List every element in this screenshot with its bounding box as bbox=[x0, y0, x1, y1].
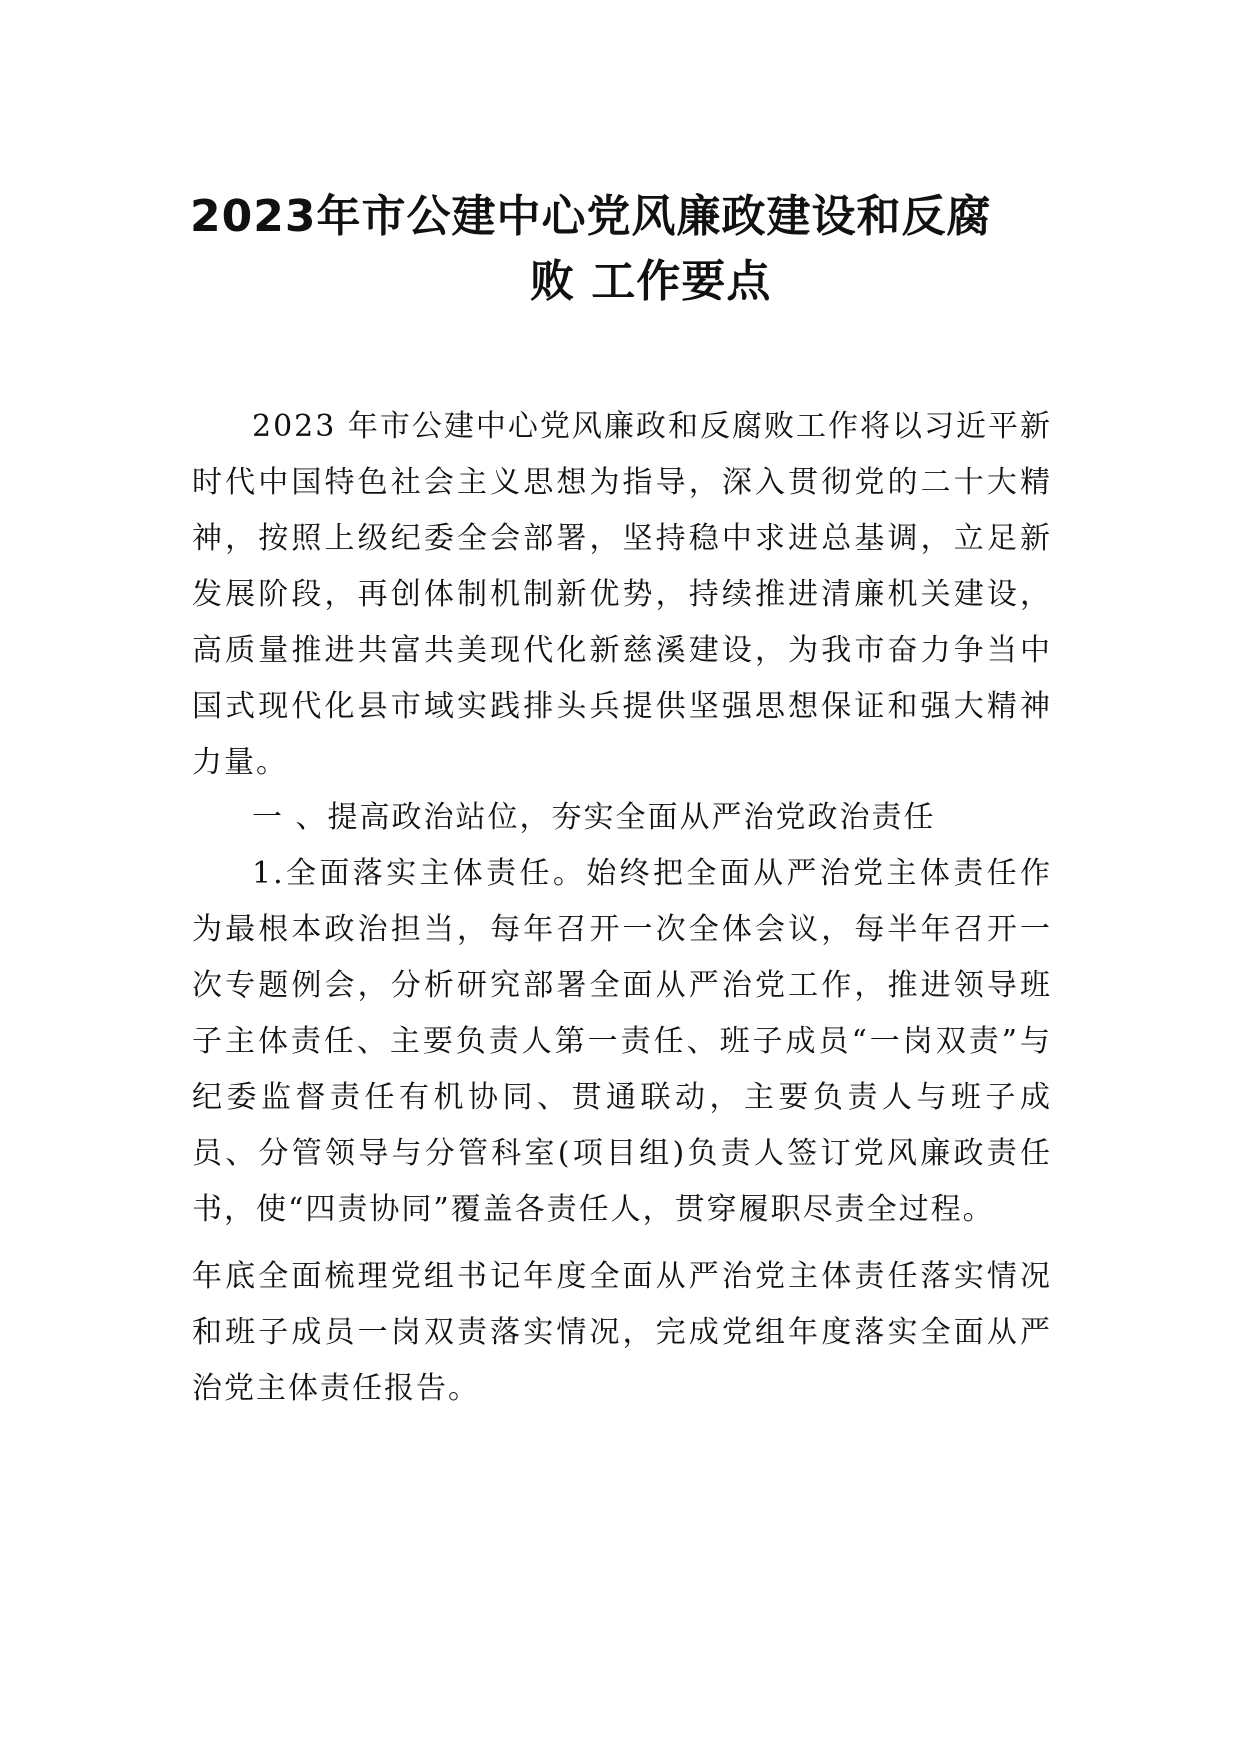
document-title-line-2: 败 工作要点 bbox=[530, 256, 772, 307]
item-1-paragraph: 1.全面落实主体责任。始终把全面从严治党主体责任作为最根本政治担当，每年召开一次全体会议，每半年召开一次专题例会，分析研究部署全面从严治党工作，推进领导班子主体责任、主要负责人第一责任、班子成员“一岗双责”与纪委监督责任有机协同、贯通联动，主要负责人与班子成员、分管领导与分管科室(项目组)负责人签订党风廉政责任书，使“四责协同”覆盖各责任人，贯穿履职尽责全过程。 bbox=[192, 856, 1052, 1227]
item-1-continuation: 年底全面梳理党组书记年度全面从严治党主体责任落实情况和班子成员一岗双责落实情况，完成党组年度落实全面从严治党主体责任报告。 bbox=[192, 1259, 1052, 1406]
intro-paragraph: 2023 年市公建中心党风廉政和反腐败工作将以习近平新时代中国特色社会主义思想为指导，深入贯彻党的二十大精神，按照上级纪委全会部署，坚持稳中求进总基调，立足新发展阶段，再创体制机制新优势，持续推进清廉机关建设，高质量推进共富共美现代化新慈溪建设，为我市奋力争当中国式现代化县市域实践排头兵提供坚强思想保证和强大精神力量。 bbox=[192, 409, 1052, 780]
section-1-heading: 一 、提高政治站位，夯实全面从严治党政治责任 bbox=[252, 800, 936, 835]
document-title-line-1: 2023年市公建中心党风廉政建设和反腐 bbox=[190, 191, 992, 242]
